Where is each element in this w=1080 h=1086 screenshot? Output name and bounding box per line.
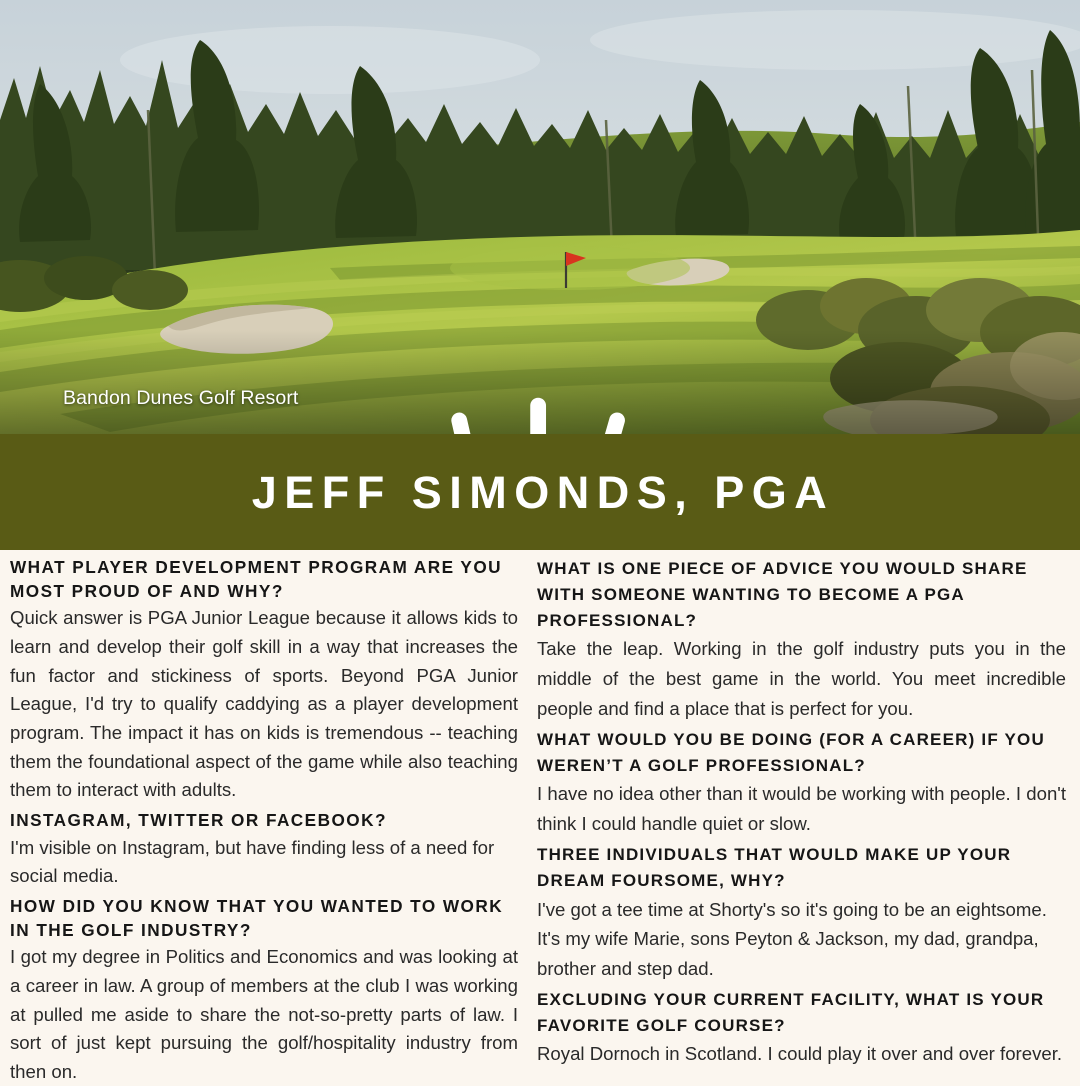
question-heading: WHAT WOULD YOU BE DOING (FOR A CAREER) IF YOU WEREN’T A GOLF PROFESSIONAL? [537, 729, 1045, 775]
photo-credit-label: Bandon Dunes Golf Resort [63, 386, 299, 409]
qa-item [10, 556, 518, 805]
question-heading: INSTAGRAM, TWITTER OR FACEBOOK? [10, 809, 387, 830]
photo-credit [8, 376, 298, 420]
qa-content [0, 550, 1080, 1080]
qa-item [537, 987, 1066, 1069]
qa-item [537, 727, 1066, 839]
answer-text: Take the leap. Working in the golf industry puts you in the middle of the best game in the world. You meet incredible people and find a place that is perfect for you. [537, 638, 1066, 719]
camera-icon [8, 376, 52, 420]
right-column [530, 550, 1080, 1080]
answer-text: I have no idea other than it would be working with people. I don't think I could handle quiet or slow. [537, 783, 1066, 835]
question-heading: WHAT PLAYER DEVELOPMENT PROGRAM ARE YOU MOST PROUD OF AND WHY? [10, 557, 503, 601]
question-heading: THREE INDIVIDUALS THAT WOULD MAKE UP YOUR DREAM FOURSOME, WHY? [537, 844, 1012, 890]
qa-item [10, 895, 518, 1086]
golf-course-illustration [0, 0, 1080, 434]
answer-text: I got my degree in Politics and Economics and was looking at a career in law. A group of members at the club I was working at pulled me aside to share the not-so-pretty parts of law. I sort of just kept pursuing the golf/hospitality industry from then on. [10, 946, 518, 1082]
qa-item [10, 809, 518, 891]
left-column [0, 550, 530, 1080]
question-heading: HOW DID YOU KNOW THAT YOU WANTED TO WORK IN THE GOLF INDUSTRY? [10, 895, 504, 940]
question-heading: WHAT IS ONE PIECE OF ADVICE YOU WOULD SHARE WITH SOMEONE WANTING TO BECOME A PGA PROFESSIONAL? [537, 559, 1028, 630]
title-band [0, 434, 1080, 550]
answer-text: I've got a tee time at Shorty's so it's going to be an eightsome. It's my wife Marie, sons Peyton & Jackson, my dad, grandpa, brother and step dad. [537, 898, 1047, 980]
hero-photo [0, 0, 1080, 434]
qa-item [537, 556, 1066, 724]
page-title: JEFF SIMONDS, PGA [251, 466, 835, 518]
answer-text: I'm visible on Instagram, but have finding less of a need for social media. [10, 836, 495, 887]
answer-text: Quick answer is PGA Junior League because it allows kids to learn and develop their golf skill in a way that increases the fun factor and stickiness of sports. Beyond PGA Junior League, I'd try to qualify caddying as a player development program. The impact it has on kids is tremendous -- teaching them the foundational aspect of the game while also teaching them to interact with adults. [10, 607, 518, 801]
qa-item [537, 842, 1066, 984]
question-heading: EXCLUDING YOUR CURRENT FACILITY, WHAT IS YOUR FAVORITE GOLF COURSE? [537, 989, 1045, 1035]
answer-text: Royal Dornoch in Scotland. I could play it over and over forever. [537, 1043, 1063, 1065]
